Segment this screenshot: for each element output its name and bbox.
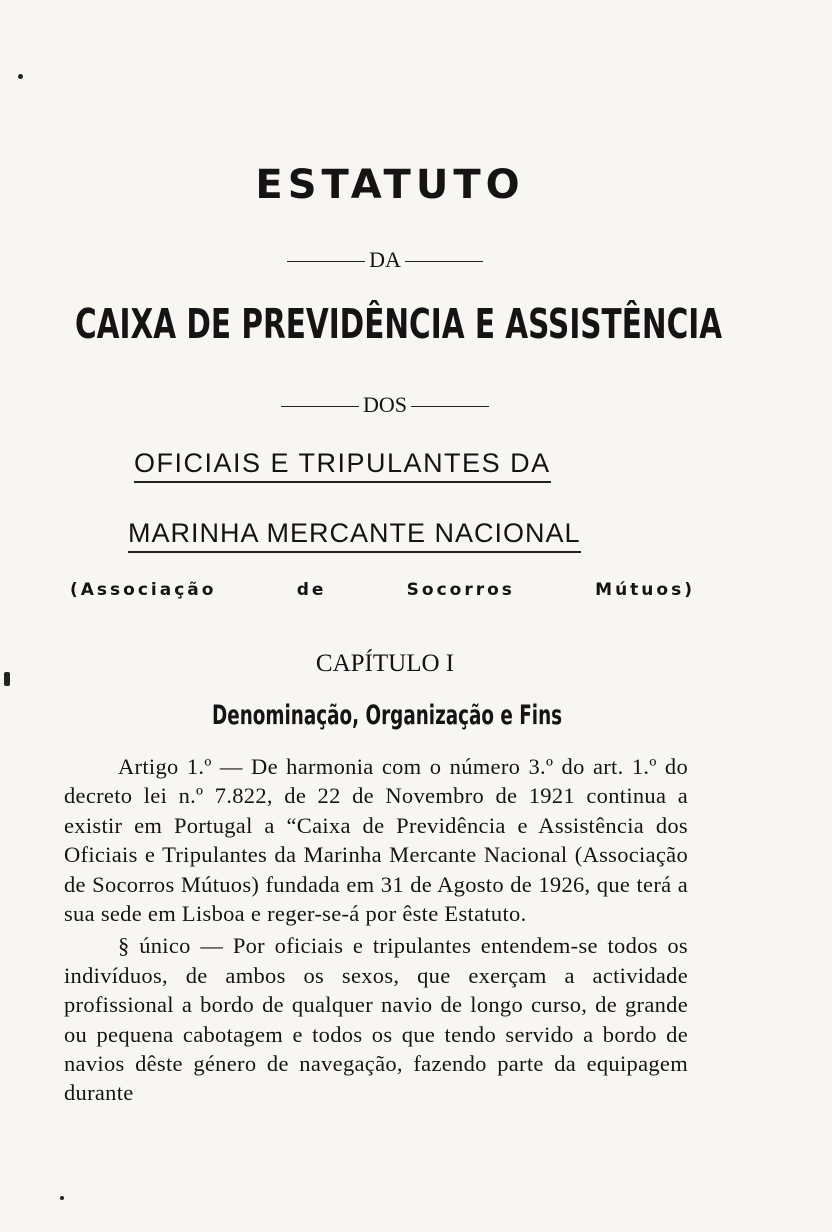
scan-speck	[18, 74, 23, 79]
rule-left	[281, 406, 359, 407]
connector-dos	[0, 392, 770, 418]
body-text	[64, 752, 688, 1108]
association-word: Mútuos)	[595, 580, 695, 600]
rule-right	[411, 406, 489, 407]
association-subtitle	[70, 580, 695, 600]
association-word: (Associação	[70, 580, 217, 600]
chapter-subtitle: Denominação, Organização e Fins	[212, 700, 563, 731]
institution-name: CAIXA DE PREVIDÊNCIA E ASSISTÊNCIA	[75, 300, 723, 348]
connector-da	[0, 247, 770, 273]
connector-da-text: DA	[369, 247, 401, 272]
association-word: de	[296, 580, 327, 600]
subject-line-1: OFICIAIS E TRIPULANTES DA	[134, 448, 551, 483]
rule-left	[287, 261, 365, 262]
subject-line-2: MARINHA MERCANTE NACIONAL	[128, 518, 581, 553]
rule-right	[405, 261, 483, 262]
single-paragraph: § único — Por oficiais e tripulantes entendem-se todos os indivíduos, de ambos os sexos, que exerçam a actividade profissional a bordo de qualquer navio de longo curso, de grande ou pequena cabotagem e todos os que tendo servido a bordo de navios dêste género de navegação, fazendo parte da equipagem durante	[64, 933, 688, 1106]
chapter-heading: CAPÍTULO I	[315, 650, 455, 677]
connector-dos-text: DOS	[362, 392, 407, 417]
article-paragraph: Artigo 1.º — De harmonia com o número 3.º do art. 1.º do decreto lei n.º 7.822, de 22 de Novembro de 1921 continua a existir em Portugal a “Caixa de Previdência e Assistência dos Oficiais e Tripulantes da Marinha Mercante Nacional (Associação de Socorros Mútuos) fundada em 31 de Agosto de 1926, que terá a sua sede em Lisboa e reger-se-á por êste Estatuto.	[64, 754, 688, 927]
document-title: ESTATUTO	[255, 162, 525, 208]
association-word: Socorros	[406, 580, 515, 600]
scan-speck	[60, 1196, 64, 1200]
